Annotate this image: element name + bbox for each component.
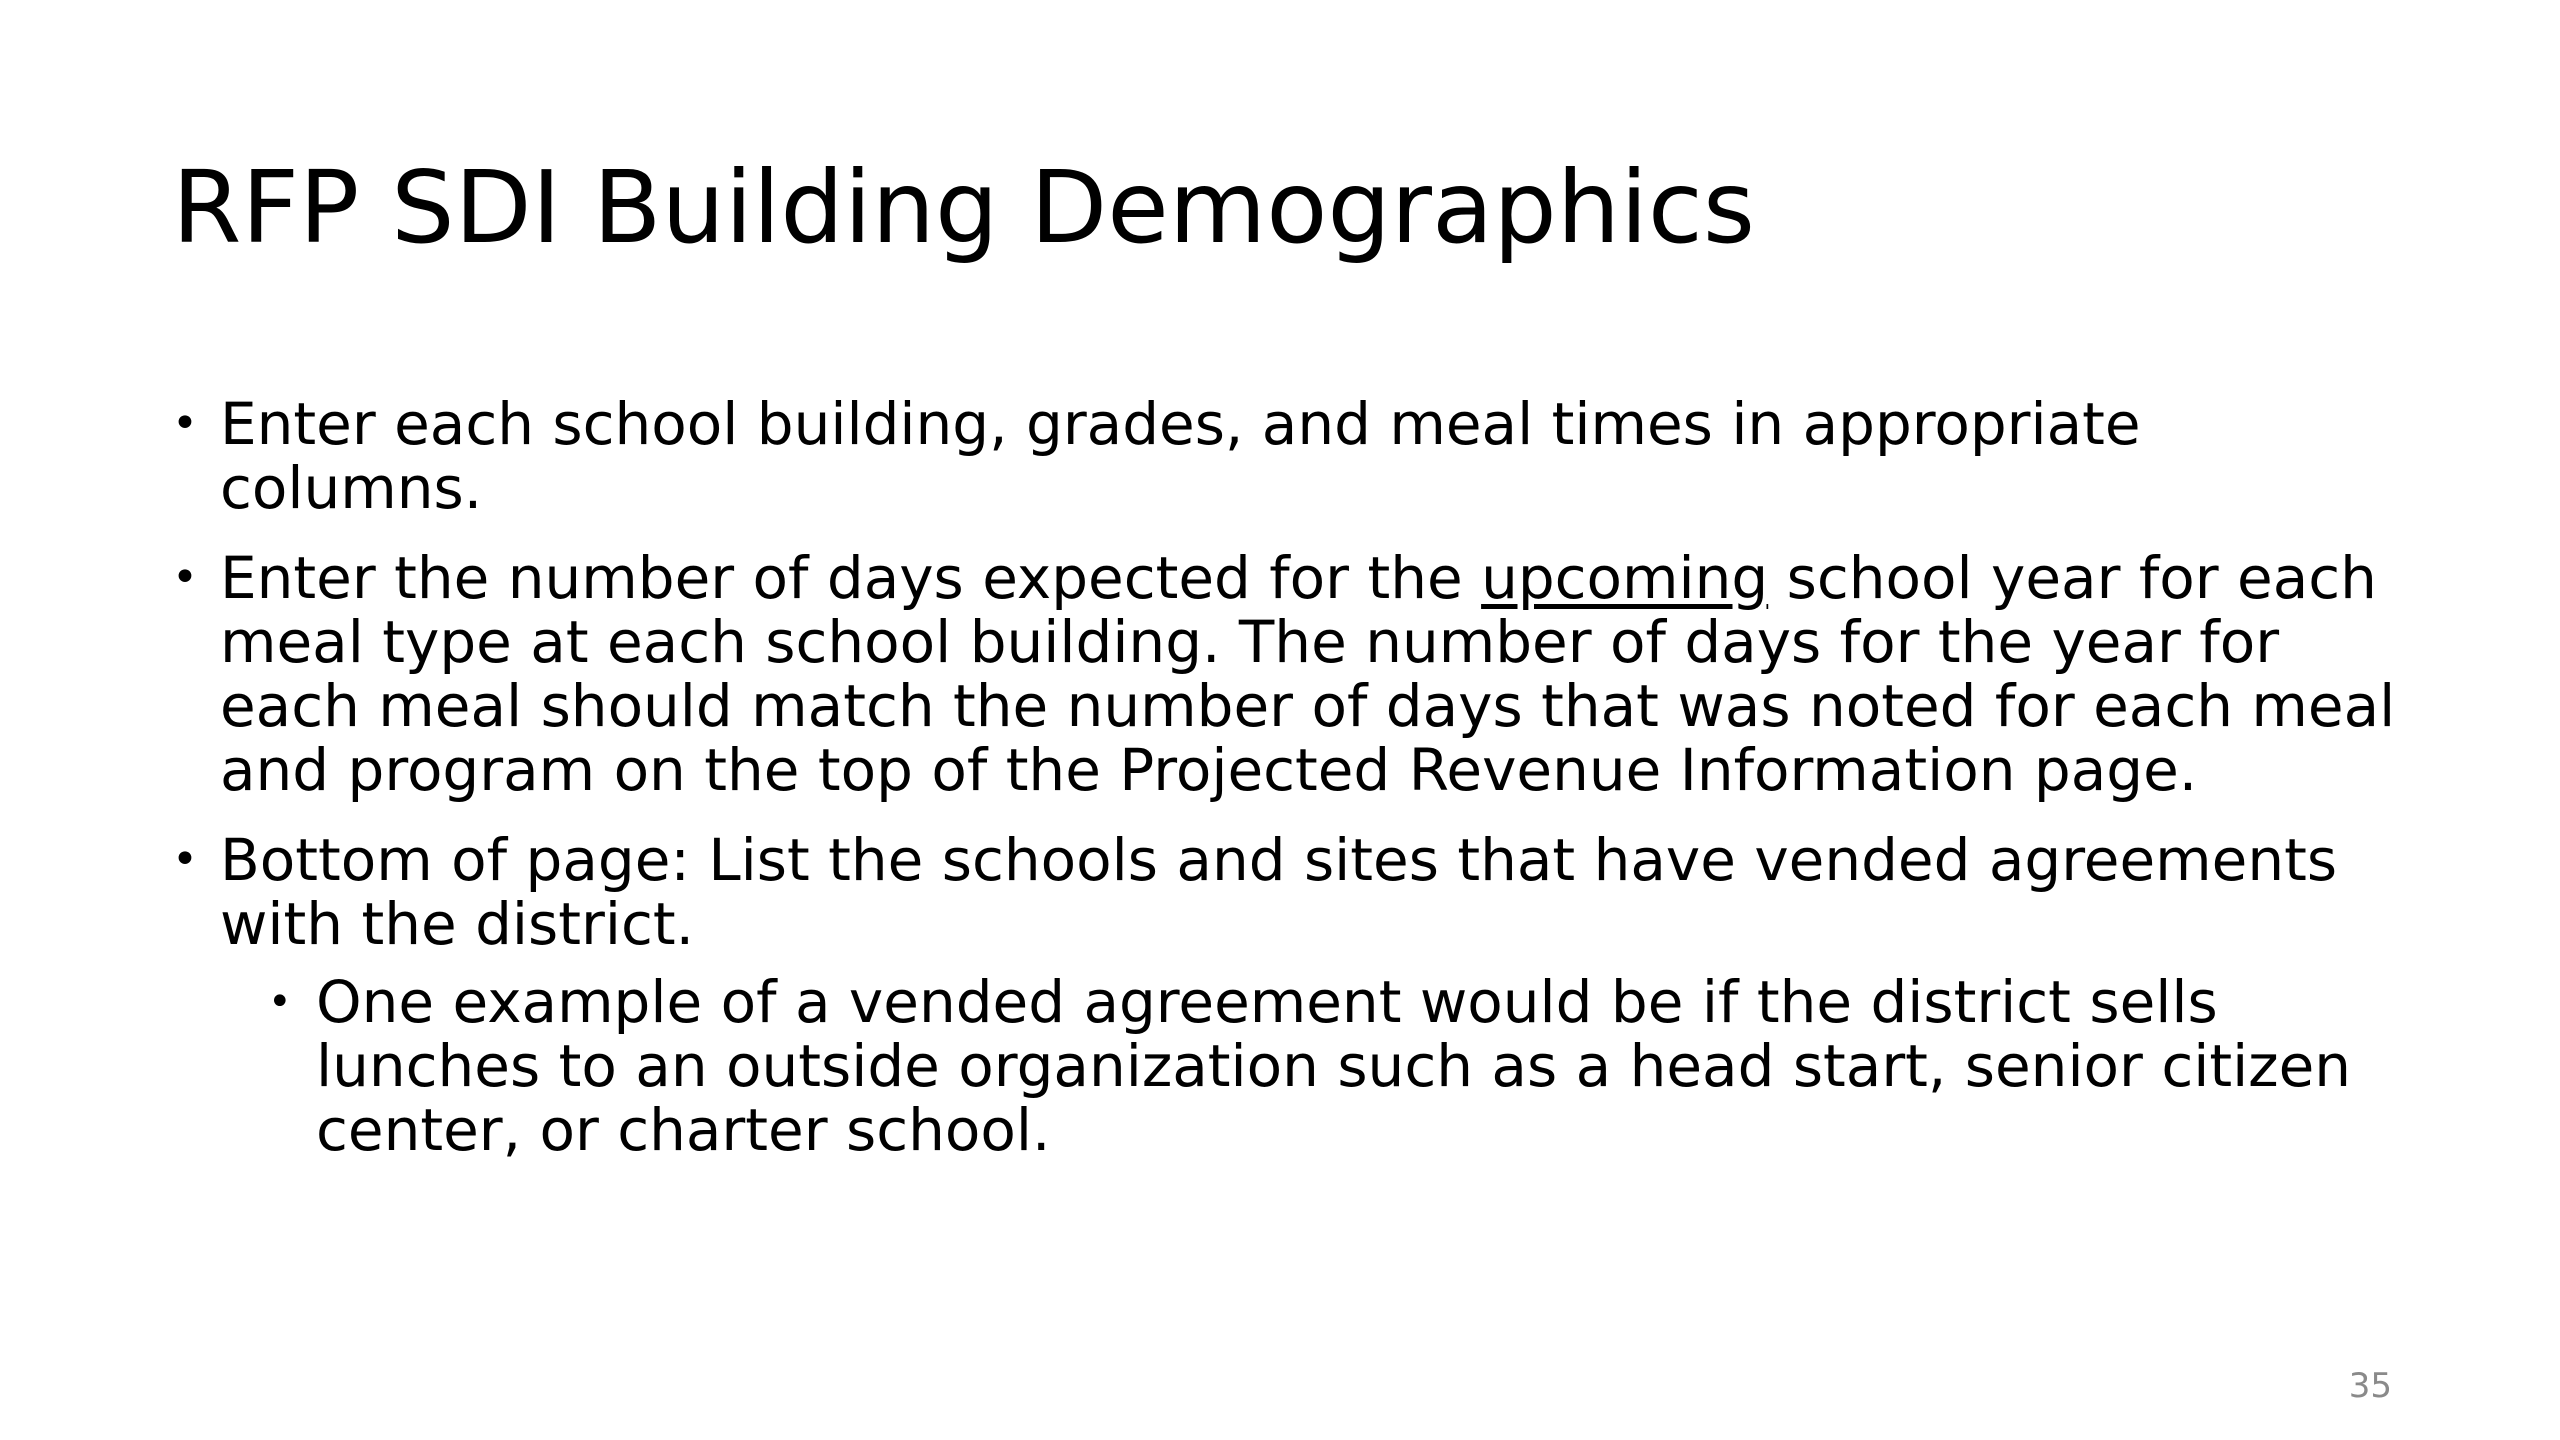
sub-bullet-item-1 [268,970,2412,1162]
sub-bullet-list [220,970,2412,1162]
sub-bullet-text: One example of a vended agreement would be if the district sells lunches to an outside organization such as a head start, senior citizen center, or charter school. [316,968,2352,1164]
bullet-dot-icon: • [172,834,198,885]
bullet-text-after: school year for each meal type at each school building. The number of days for the year for each meal should match the number of days that was noted for each meal and program on the top of the Projected Revenue Information page. [220,544,2396,804]
bullet-item-1 [172,392,2412,520]
slide-title: RFP SDI Building Demographics [172,149,1756,266]
page-number: 35 [2348,1366,2392,1406]
bullet-text: Bottom of page: List the schools and sites that have vended agreements with the district. [220,826,2338,958]
underlined-word: upcoming [1481,544,1769,612]
bullet-item-2 [172,546,2412,802]
bullet-item-3 [172,828,2412,1162]
bullet-dot-icon: • [172,398,198,449]
bullet-text: Enter each school building, grades, and meal times in appropriate columns. [220,390,2141,522]
bullet-dot-icon: • [172,552,198,603]
bullet-text-before: Enter the number of days expected for the [220,544,1482,612]
sub-bullet-dot-icon: • [268,979,292,1025]
bullet-list [172,392,2412,1188]
